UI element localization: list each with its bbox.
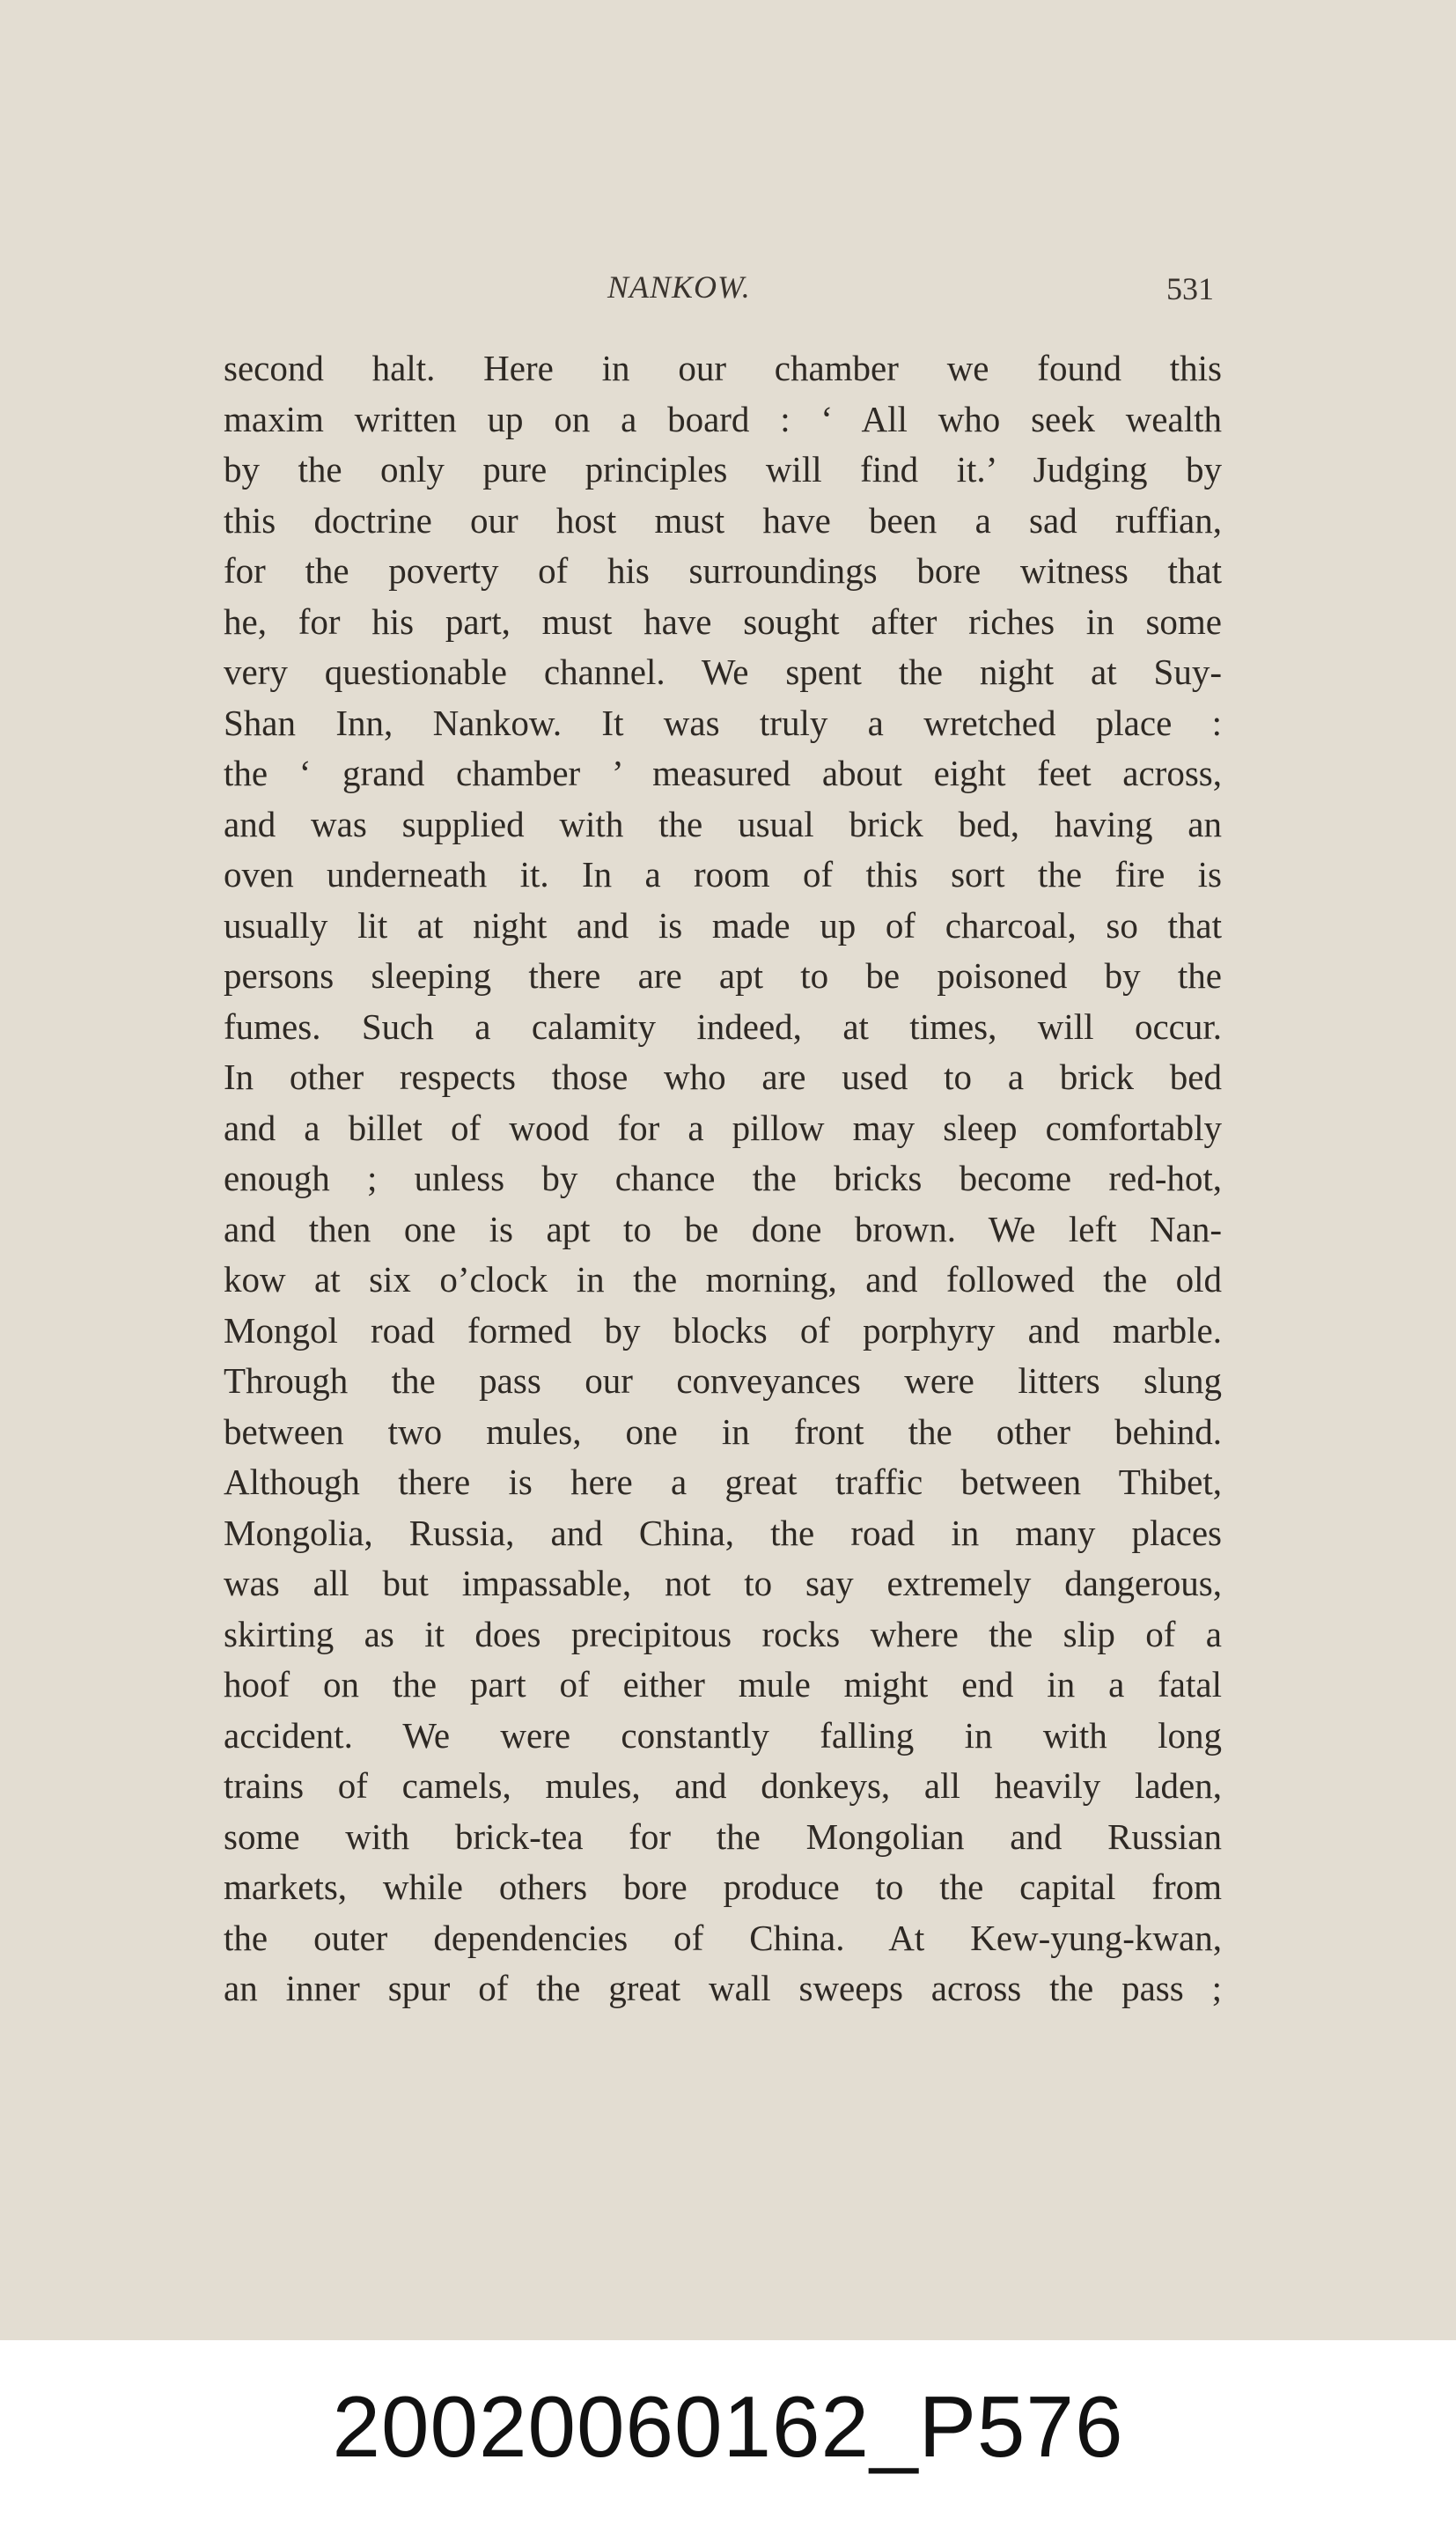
text-line: the outer dependencies of China. At Kew-yung-kwan, (224, 1917, 1222, 1958)
text-line: kow at six o’clock in the morning, and followed the old (224, 1259, 1222, 1300)
text-line: Through the pass our conveyances were litters slung (224, 1360, 1222, 1401)
text-line: accident. We were constantly falling in with long (224, 1714, 1222, 1756)
text-line: some with brick-tea for the Mongolian and Russian (224, 1815, 1222, 1857)
text-line: In other respects those who are used to a brick bed (224, 1057, 1222, 1097)
text-line: the ‘ grand chamber ’ measured about eight feet across, (224, 753, 1222, 793)
text-line: usually lit at night and is made up of charcoal, so that (224, 904, 1222, 946)
text-line: second halt. Here in our chamber we found this (224, 348, 1222, 388)
running-head (0, 269, 1456, 313)
text-line: was all but impassable, not to say extremely dangerous, (224, 1563, 1222, 1603)
text-line: hoof on the part of either mule might end in a fatal (224, 1664, 1222, 1705)
text-line: Although there is here a great traffic between Thibet, (224, 1462, 1222, 1502)
running-title: NANKOW. (607, 269, 751, 305)
text-line: oven underneath it. In a room of this sort the fire is (224, 854, 1222, 895)
text-line: an inner spur of the great wall sweeps across the pass ; (224, 1968, 1222, 2008)
text-line: trains of camels, mules, and donkeys, all heavily laden, (224, 1765, 1222, 1806)
text-line: persons sleeping there are apt to be poisoned by the (224, 955, 1222, 996)
text-line: and was supplied with the usual brick bed, having an (224, 803, 1222, 844)
text-line: skirting as it does precipitous rocks where the slip of a (224, 1613, 1222, 1654)
text-line: enough ; unless by chance the bricks become red-hot, (224, 1158, 1222, 1198)
text-line: between two mules, one in front the other behind. (224, 1410, 1222, 1452)
text-line: by the only pure principles will find it.’ Judging by (224, 449, 1222, 490)
text-line: and then one is apt to be done brown. We left Nan- (224, 1208, 1222, 1249)
text-line: Mongol road formed by blocks of porphyry and marble. (224, 1309, 1222, 1351)
text-line: he, for his part, must have sought after riches in some (224, 600, 1222, 642)
text-line: for the poverty of his surroundings bore witness that (224, 550, 1222, 591)
text-line: and a billet of wood for a pillow may sleep comfortably (224, 1107, 1222, 1148)
text-line: Shan Inn, Nankow. It was truly a wretched place : (224, 702, 1222, 743)
text-line: markets, while others bore produce to the capital from (224, 1867, 1222, 1907)
text-line: very questionable channel. We spent the night at Suy- (224, 652, 1222, 692)
scan-identifier: 20020060162_P576 (332, 2378, 1124, 2475)
text-line: maxim written up on a board : ‘ All who seek wealth (224, 398, 1222, 439)
page-number: 531 (1166, 271, 1214, 306)
text-line: fumes. Such a calamity indeed, at times, will occur. (224, 1005, 1222, 1047)
body-text (224, 343, 1222, 2014)
text-line: this doctrine our host must have been a sad ruffian, (224, 499, 1222, 541)
text-line: Mongolia, Russia, and China, the road in many places (224, 1512, 1222, 1553)
